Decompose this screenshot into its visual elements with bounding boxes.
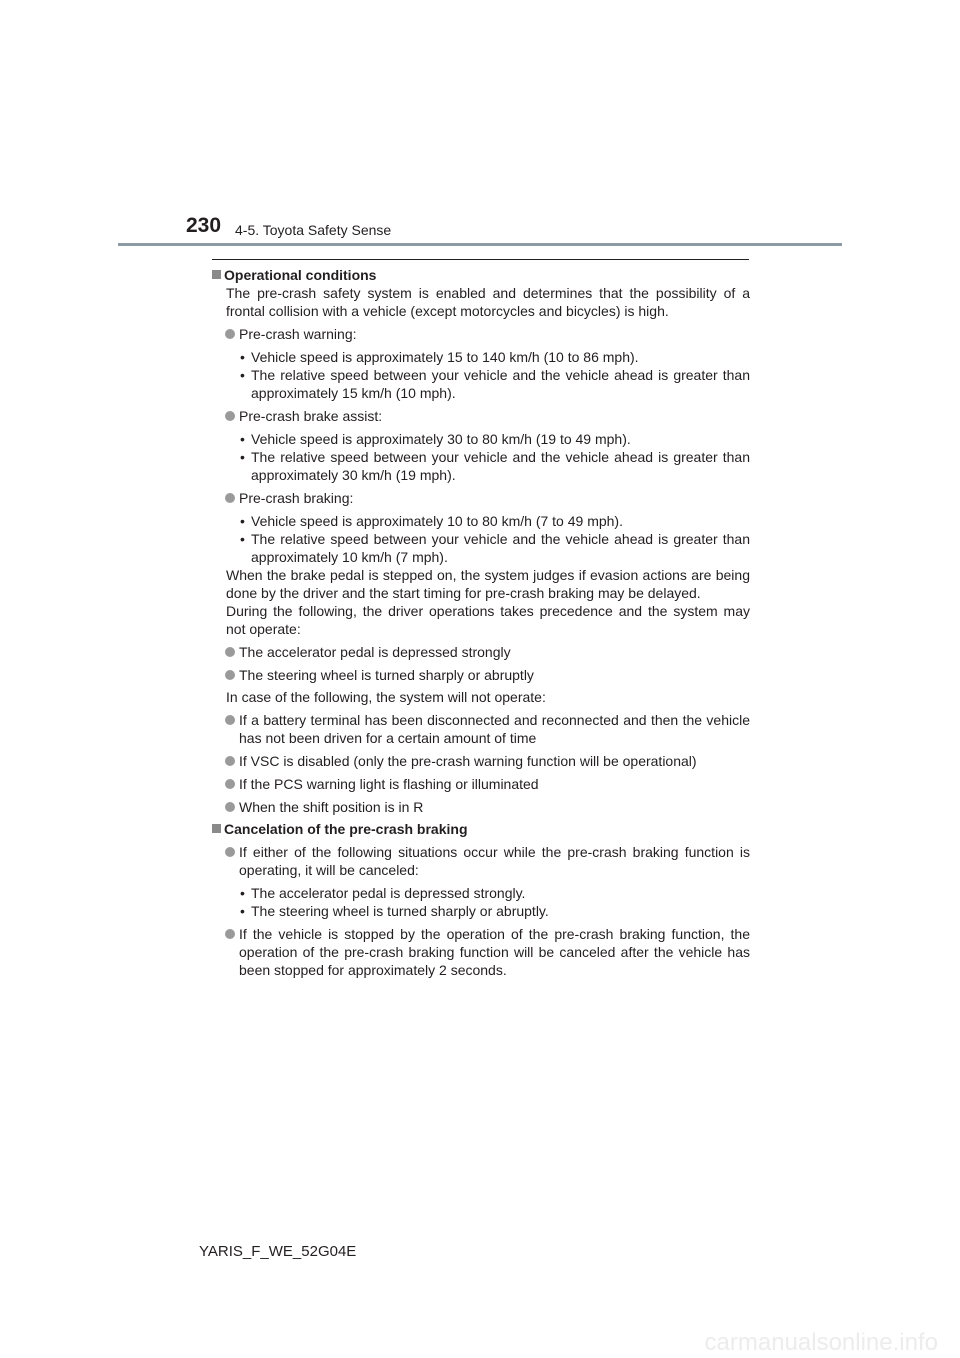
intro-paragraph: The pre-crash safety system is enabled and determines that the possibility of a frontal collision with a vehicle (except motorcycles and bicycles) is high.: [226, 285, 750, 319]
sublist-pre-crash-braking: [212, 512, 750, 566]
page-header: [0, 0, 960, 250]
list-item: The accelerator pedal is depressed strongly: [212, 643, 750, 661]
bullet-pre-crash-braking: Pre-crash braking:: [212, 489, 750, 507]
circle-bullet-icon: [225, 779, 235, 789]
bullet-pre-crash-brake-assist: Pre-crash brake assist:: [212, 407, 750, 425]
page-number: 230: [186, 214, 222, 237]
not-operate-paragraph: In case of the following, the system will not operate:: [226, 689, 546, 705]
circle-bullet-icon: [225, 670, 235, 680]
circle-bullet-icon: [225, 847, 235, 857]
heading-cancelation: Cancelation of the pre-crash braking: [212, 820, 750, 838]
list-item: If the vehicle is stopped by the operation of the pre-crash braking function, the operation of the pre-crash braking function will be canceled after the vehicle has been stopped for approximately 2 seconds.: [212, 925, 750, 979]
document-code: YARIS_F_WE_52G04E: [199, 1243, 357, 1260]
page-content: [212, 264, 750, 979]
header-rule: [118, 243, 842, 246]
list-item: • Vehicle speed is approximately 30 to 80 km/h (19 to 49 mph).: [240, 431, 631, 447]
circle-bullet-icon: [225, 802, 235, 812]
list-item: The steering wheel is turned sharply or abruptly: [212, 666, 750, 684]
section-title: 4-5. Toyota Safety Sense: [235, 222, 392, 238]
list-item: • The relative speed between your vehicle and the vehicle ahead is greater than approximately 30 km/h (19 mph).: [240, 449, 750, 483]
list-item: • The relative speed between your vehicle and the vehicle ahead is greater than approximately 15 km/h (10 mph).: [240, 367, 750, 401]
list-item: • Vehicle speed is approximately 10 to 80 km/h (7 to 49 mph).: [240, 513, 623, 529]
list-item: If a battery terminal has been disconnected and reconnected and then the vehicle has not been driven for a certain amount of time: [212, 711, 750, 747]
sublist-cancelation: [212, 884, 750, 920]
sublist-pre-crash-warning: [212, 348, 750, 402]
watermark[interactable]: carmanualsonline.info: [704, 1329, 938, 1356]
list-item: If the PCS warning light is flashing or illuminated: [212, 775, 750, 793]
circle-bullet-icon: [225, 715, 235, 725]
square-bullet-icon: [212, 824, 221, 833]
heading-operational-conditions: Operational conditions: [212, 266, 750, 284]
list-item: • The accelerator pedal is depressed strongly.: [240, 885, 526, 901]
list-item: If either of the following situations occur while the pre-crash braking function is operating, it will be canceled:: [212, 843, 750, 879]
list-item: • The relative speed between your vehicle and the vehicle ahead is greater than approximately 10 km/h (7 mph).: [240, 531, 750, 565]
square-bullet-icon: [212, 270, 221, 279]
circle-bullet-icon: [225, 756, 235, 766]
circle-bullet-icon: [225, 647, 235, 657]
sublist-pre-crash-brake-assist: [212, 430, 750, 484]
list-item: • The steering wheel is turned sharply or abruptly.: [240, 903, 549, 919]
bullet-pre-crash-warning: Pre-crash warning:: [212, 325, 750, 343]
circle-bullet-icon: [225, 929, 235, 939]
precedence-paragraph: During the following, the driver operations takes precedence and the system may not operate:: [226, 603, 750, 637]
list-item: • Vehicle speed is approximately 15 to 140 km/h (10 to 86 mph).: [240, 349, 639, 365]
list-item: When the shift position is in R: [212, 798, 750, 816]
list-item: If VSC is disabled (only the pre-crash warning function will be operational): [212, 752, 750, 770]
content-rule: [212, 259, 749, 260]
brake-pedal-paragraph: When the brake pedal is stepped on, the system judges if evasion actions are being done by the driver and the start timing for pre-crash braking may be delayed.: [226, 567, 750, 601]
circle-bullet-icon: [225, 493, 235, 503]
circle-bullet-icon: [225, 411, 235, 421]
circle-bullet-icon: [225, 329, 235, 339]
